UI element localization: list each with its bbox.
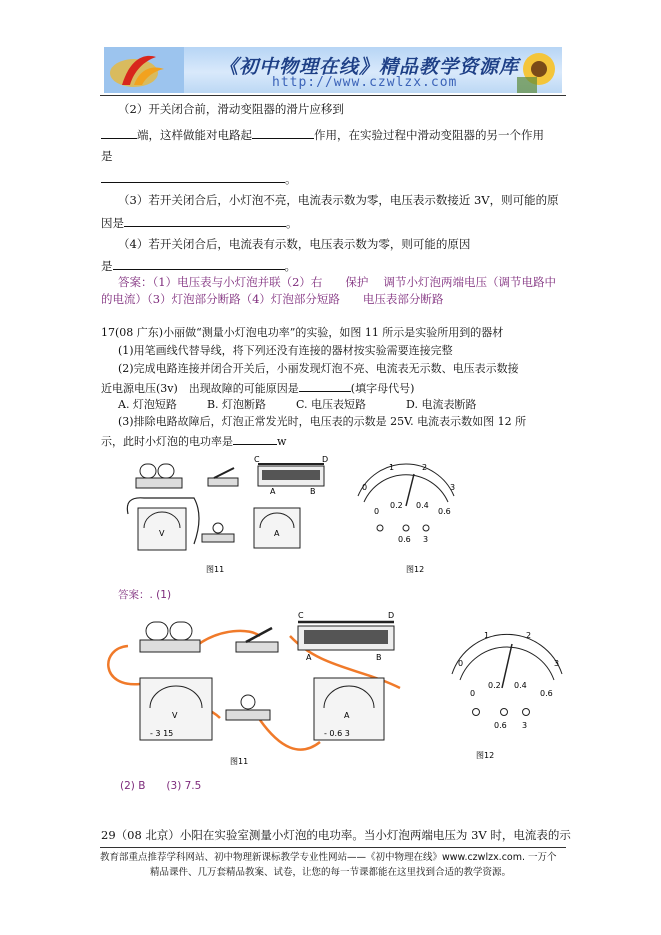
site-logo-icon xyxy=(104,47,184,93)
q17-line5: (3)排除电路故障后，灯泡正常发光时，电压表的示数是 25V. 电流表示数如图 12 所 xyxy=(118,415,527,428)
scale-large-bottom-1: 0.2 xyxy=(488,681,501,690)
q16-p4-line1: （4）若开关闭合后，电流表有示数，电压表示数为零，则可能的原因 xyxy=(118,237,471,251)
blank-end-position[interactable] xyxy=(101,126,137,139)
switch-icon xyxy=(208,468,238,486)
q17-option-a: A. 灯泡短路 xyxy=(118,398,177,411)
rheostat-large-d: D xyxy=(388,611,395,620)
ammeter-large-letter: A xyxy=(344,711,350,720)
q17-line4 xyxy=(101,379,414,397)
footer-line2: 精品课件、几万套精品教案、试卷，让您的每一节课都能在这里找到合适的教学资源。 xyxy=(150,867,512,878)
scale-top-2: 2 xyxy=(422,463,428,472)
dial-terminal-3: 3 xyxy=(423,535,429,544)
scale-large-top-3: 3 xyxy=(554,659,560,668)
q17-option-d: D. 电流表断路 xyxy=(406,398,477,411)
footer-line1: 教育部重点推荐学科网站、初中物理新课标教学专业性网站——《初中物理在线》www.czwlzx.com. 一万个 xyxy=(100,852,557,863)
blank-function[interactable] xyxy=(252,126,314,139)
ammeter-icon xyxy=(254,508,300,548)
dial-large-terminal-06: 0.6 xyxy=(494,721,507,730)
q16-p2-text-a: 端，这样做能对电路起 xyxy=(137,128,252,142)
rheostat-label-d: D xyxy=(322,456,329,464)
rheostat-icon xyxy=(254,456,328,496)
blank-power[interactable] xyxy=(233,432,277,445)
dial-large-terminal-3: 3 xyxy=(522,721,528,730)
fig11-large-label: 图11 xyxy=(230,757,249,766)
q16-p3-end: 。 xyxy=(286,216,298,230)
q17-line2: (1)用笔画线代替导线，将下列还没有连接的器材按实验需要连接完整 xyxy=(118,344,453,357)
scale-bottom-0: 0 xyxy=(374,507,380,516)
q17-line6-unit: w xyxy=(277,435,287,448)
fig11-small-label: 图11 xyxy=(206,565,225,574)
q16-p2-line1: （2）开关闭合前，滑动变阻器的滑片应移到 xyxy=(118,102,344,116)
q16-p2-line3: 是 xyxy=(101,149,113,163)
q17-line4-text: 近电源电压(3v) 出现故障的可能原因是 xyxy=(101,382,299,395)
q16-p2-end: 。 xyxy=(285,172,297,186)
voltmeter-icon xyxy=(138,508,186,550)
blank-other-function[interactable] xyxy=(101,170,285,183)
figure-12-answer xyxy=(440,618,570,768)
rheostat-large-b: B xyxy=(376,653,382,662)
fig12-small-label: 图12 xyxy=(406,565,425,574)
q17-option-b: B. 灯泡断路 xyxy=(206,398,267,411)
q16-p3-prefix: 因是 xyxy=(101,216,124,230)
blank-cause-4[interactable] xyxy=(113,257,285,270)
ammeter-letter: A xyxy=(274,529,280,538)
rheostat-label-a: A xyxy=(270,487,276,496)
fig12-large-label: 图12 xyxy=(476,751,495,760)
scale-bottom-3: 0.6 xyxy=(438,507,451,516)
q17-line3: (2)完成电路连接并闭合开关后，小丽发现灯泡不亮、电流表无示数、电压表示数接 xyxy=(118,362,519,375)
wire-5 xyxy=(260,720,320,750)
ammeter-terminals: - 0.6 3 xyxy=(324,729,350,738)
wire-1 xyxy=(108,646,140,684)
battery-pack-icon-large xyxy=(140,622,200,652)
header-rule xyxy=(100,95,566,96)
dial-terminal-06: 0.6 xyxy=(398,535,411,544)
banner-url[interactable]: http://www.czwlzx.com xyxy=(272,75,458,90)
figure-12-small xyxy=(344,456,464,576)
voltmeter-letter: V xyxy=(159,529,165,538)
scale-bottom-2: 0.4 xyxy=(416,501,429,510)
scale-large-top-0: 0 xyxy=(458,659,464,668)
q17-option-c: C. 电压表短路 xyxy=(296,398,367,411)
q16-p2-line4 xyxy=(101,170,297,187)
q16-p4-end: 。 xyxy=(284,259,296,273)
q17-line6 xyxy=(101,432,286,450)
q16-p2-text-b: 作用，在实验过程中滑动变阻器的另一个作用 xyxy=(314,128,544,142)
q17-answer-tail: (2) B (3) 7.5 xyxy=(120,780,202,792)
q16-p4-line2 xyxy=(101,257,296,274)
q17-line4-hint: (填字母代号) xyxy=(350,382,415,395)
q17-options xyxy=(118,397,476,413)
q16-p4-prefix: 是 xyxy=(101,259,113,273)
rheostat-label-b: B xyxy=(310,487,316,496)
banner-title: 《初中物理在线》精品教学资源库 xyxy=(219,56,520,78)
scale-large-top-2: 2 xyxy=(526,631,532,640)
scale-top-1: 1 xyxy=(389,463,395,472)
scale-large-bottom-0: 0 xyxy=(470,689,476,698)
rheostat-large-a: A xyxy=(306,653,312,662)
q16-p3-line2 xyxy=(101,214,298,231)
ammeter-icon-large xyxy=(314,678,384,740)
rheostat-label-c: C xyxy=(254,456,260,464)
figure-11-small xyxy=(124,456,334,576)
footer-rule xyxy=(100,847,566,848)
scale-bottom-1: 0.2 xyxy=(390,501,403,510)
lamp-icon-large xyxy=(226,695,270,720)
voltmeter-large-letter: V xyxy=(172,711,178,720)
voltmeter-icon-large xyxy=(140,678,212,740)
q16-p2-line2 xyxy=(101,126,544,143)
voltmeter-terminals: - 3 15 xyxy=(150,729,174,738)
scale-large-top-1: 1 xyxy=(484,631,490,640)
scale-top-3: 3 xyxy=(450,483,456,492)
q17-line1: 17(08 广东)小丽做“测量小灯泡电功率”的实验，如图 11 所示是实验所用到的器材 xyxy=(101,326,504,339)
q29-line1: 29（08 北京）小阳在实验室测量小灯泡的电功率。当小灯泡两端电压为 3V 时，电流表的示 xyxy=(101,828,571,842)
scale-large-bottom-2: 0.4 xyxy=(514,681,527,690)
q16-answer-line2: 的电流）（3）灯泡部分断路（4）灯泡部分短路 电压表部分断路 xyxy=(101,292,444,306)
figure-11-answer xyxy=(100,608,430,778)
header-banner xyxy=(104,47,562,93)
q17-line6-text: 示，此时小灯泡的电功率是 xyxy=(101,435,233,448)
q17-answer-head: 答案：. (1) xyxy=(118,589,172,601)
battery-pack-icon xyxy=(136,464,182,488)
scale-large-bottom-3: 0.6 xyxy=(540,689,553,698)
blank-fault-choice[interactable] xyxy=(299,379,351,392)
q16-answer-line1: 答案：（1）电压表与小灯泡并联（2）右 保护 调节小灯泡两端电压（调节电路中 xyxy=(118,275,557,289)
q16-p3-line1: （3）若开关闭合后，小灯泡不亮，电流表示数为零，电压表示数接近 3V，则可能的原 xyxy=(118,193,559,207)
scale-top-0: 0 xyxy=(362,483,368,492)
blank-cause-3[interactable] xyxy=(124,214,286,227)
lamp-icon xyxy=(202,523,234,542)
rheostat-large-c: C xyxy=(298,611,304,620)
